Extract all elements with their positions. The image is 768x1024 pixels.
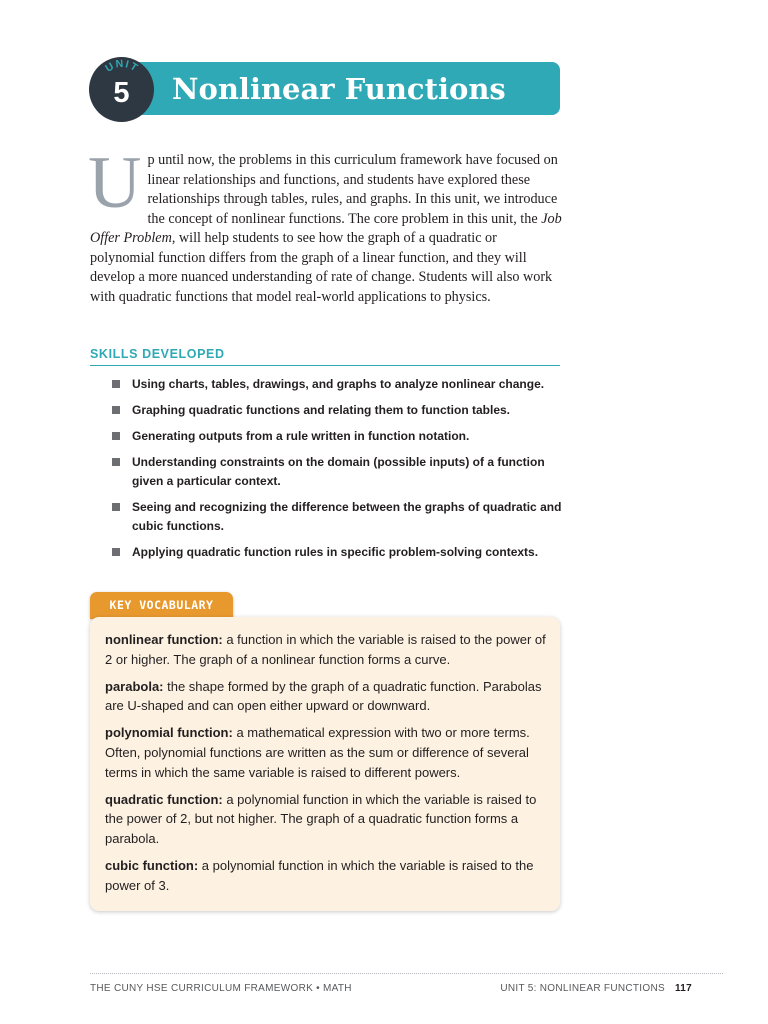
unit-label: UNIT (103, 57, 141, 75)
footer-divider (90, 973, 723, 974)
vocab-entry (105, 677, 550, 716)
skill-item (112, 453, 562, 491)
vocab-term: parabola: (105, 678, 164, 694)
square-bullet-icon (112, 503, 120, 511)
vocab-definition: a polynomial function in which the variable is raised to the power of 3. (105, 857, 534, 893)
vocab-entry (105, 723, 550, 782)
vocab-label: KEY VOCABULARY (109, 598, 214, 612)
vocab-entries (105, 630, 550, 903)
unit-badge (89, 57, 154, 122)
intro-emphasis: Job Offer Problem (90, 210, 562, 247)
skill-item (112, 401, 562, 420)
square-bullet-icon (112, 548, 120, 556)
skill-item (112, 375, 562, 394)
footer-unit-title: UNIT 5: NONLINEAR FUNCTIONS (500, 983, 665, 994)
vocab-entry (105, 790, 550, 849)
vocab-definition: a function in which the variable is raised to the power of 2 or higher. The graph of a nonlinear function forms a curve. (105, 632, 546, 667)
vocab-term: nonlinear function: (105, 632, 223, 647)
square-bullet-icon (112, 458, 120, 466)
skills-heading: SKILLS DEVELOPED (90, 346, 560, 366)
footer-unit (500, 982, 692, 996)
skill-text: Using charts, tables, drawings, and graphs to analyze nonlinear change. (132, 377, 545, 391)
drop-cap: U (88, 142, 142, 224)
vocab-definition: the shape formed by the graph of a quadratic function. Parabolas are U-shaped and can open either upward or downward. (105, 678, 542, 714)
skill-text: Seeing and recognizing the difference between the graphs of quadratic and cubic functions. (132, 500, 562, 533)
intro-text-end: , will help students to see how the graph of a quadratic or polynomial function differs from the graph of a linear function, and they will develop a more nuanced understanding of rate of change. Students will also work with quadratic functions that model real-world applications to physics. (90, 230, 553, 305)
vocab-entry (105, 630, 550, 669)
square-bullet-icon (112, 406, 120, 414)
skill-text: Understanding constraints on the domain (possible inputs) of a function given a particular context. (132, 455, 545, 488)
page-number: 117 (674, 983, 692, 994)
skill-text: Graphing quadratic functions and relating them to function tables. (132, 403, 511, 417)
square-bullet-icon (112, 432, 120, 440)
skill-text: Generating outputs from a rule written in function notation. (132, 429, 470, 443)
skill-item (112, 498, 562, 536)
square-bullet-icon (112, 380, 120, 388)
vocab-tab (90, 592, 233, 619)
footer-publication: THE CUNY HSE CURRICULUM FRAMEWORK • MATH (90, 983, 352, 994)
skill-text: Applying quadratic function rules in specific problem-solving contexts. (132, 545, 539, 559)
vocab-definition: a mathematical expression with two or more terms. Often, polynomial functions are written as the sum or difference of several terms in which the same variable is raised to different powers. (105, 725, 530, 780)
svg-text:UNIT (103, 58, 141, 75)
unit-number: 5 (113, 77, 130, 109)
vocab-definition: a polynomial function in which the variable is raised to the power of 2, but not higher. The graph of a quadratic function forms a parabola. (105, 791, 537, 846)
intro-paragraph (88, 142, 562, 307)
skill-item (112, 543, 562, 562)
skill-item (112, 427, 562, 446)
skills-list (112, 375, 562, 569)
vocab-term: quadratic function: (105, 791, 223, 807)
vocab-entry (105, 856, 550, 895)
vocab-term: polynomial function: (105, 725, 233, 741)
intro-text-start: p until now, the problems in this curriculum framework have focused on linear relationships and functions, and students have explored these relationships through tables, rules, and graphs. In this unit, we introduce the concept of nonlinear functions. The core problem in this unit, the (147, 152, 558, 227)
page-title: Nonlinear Functions (172, 72, 506, 106)
vocab-term: cubic function: (105, 857, 199, 873)
